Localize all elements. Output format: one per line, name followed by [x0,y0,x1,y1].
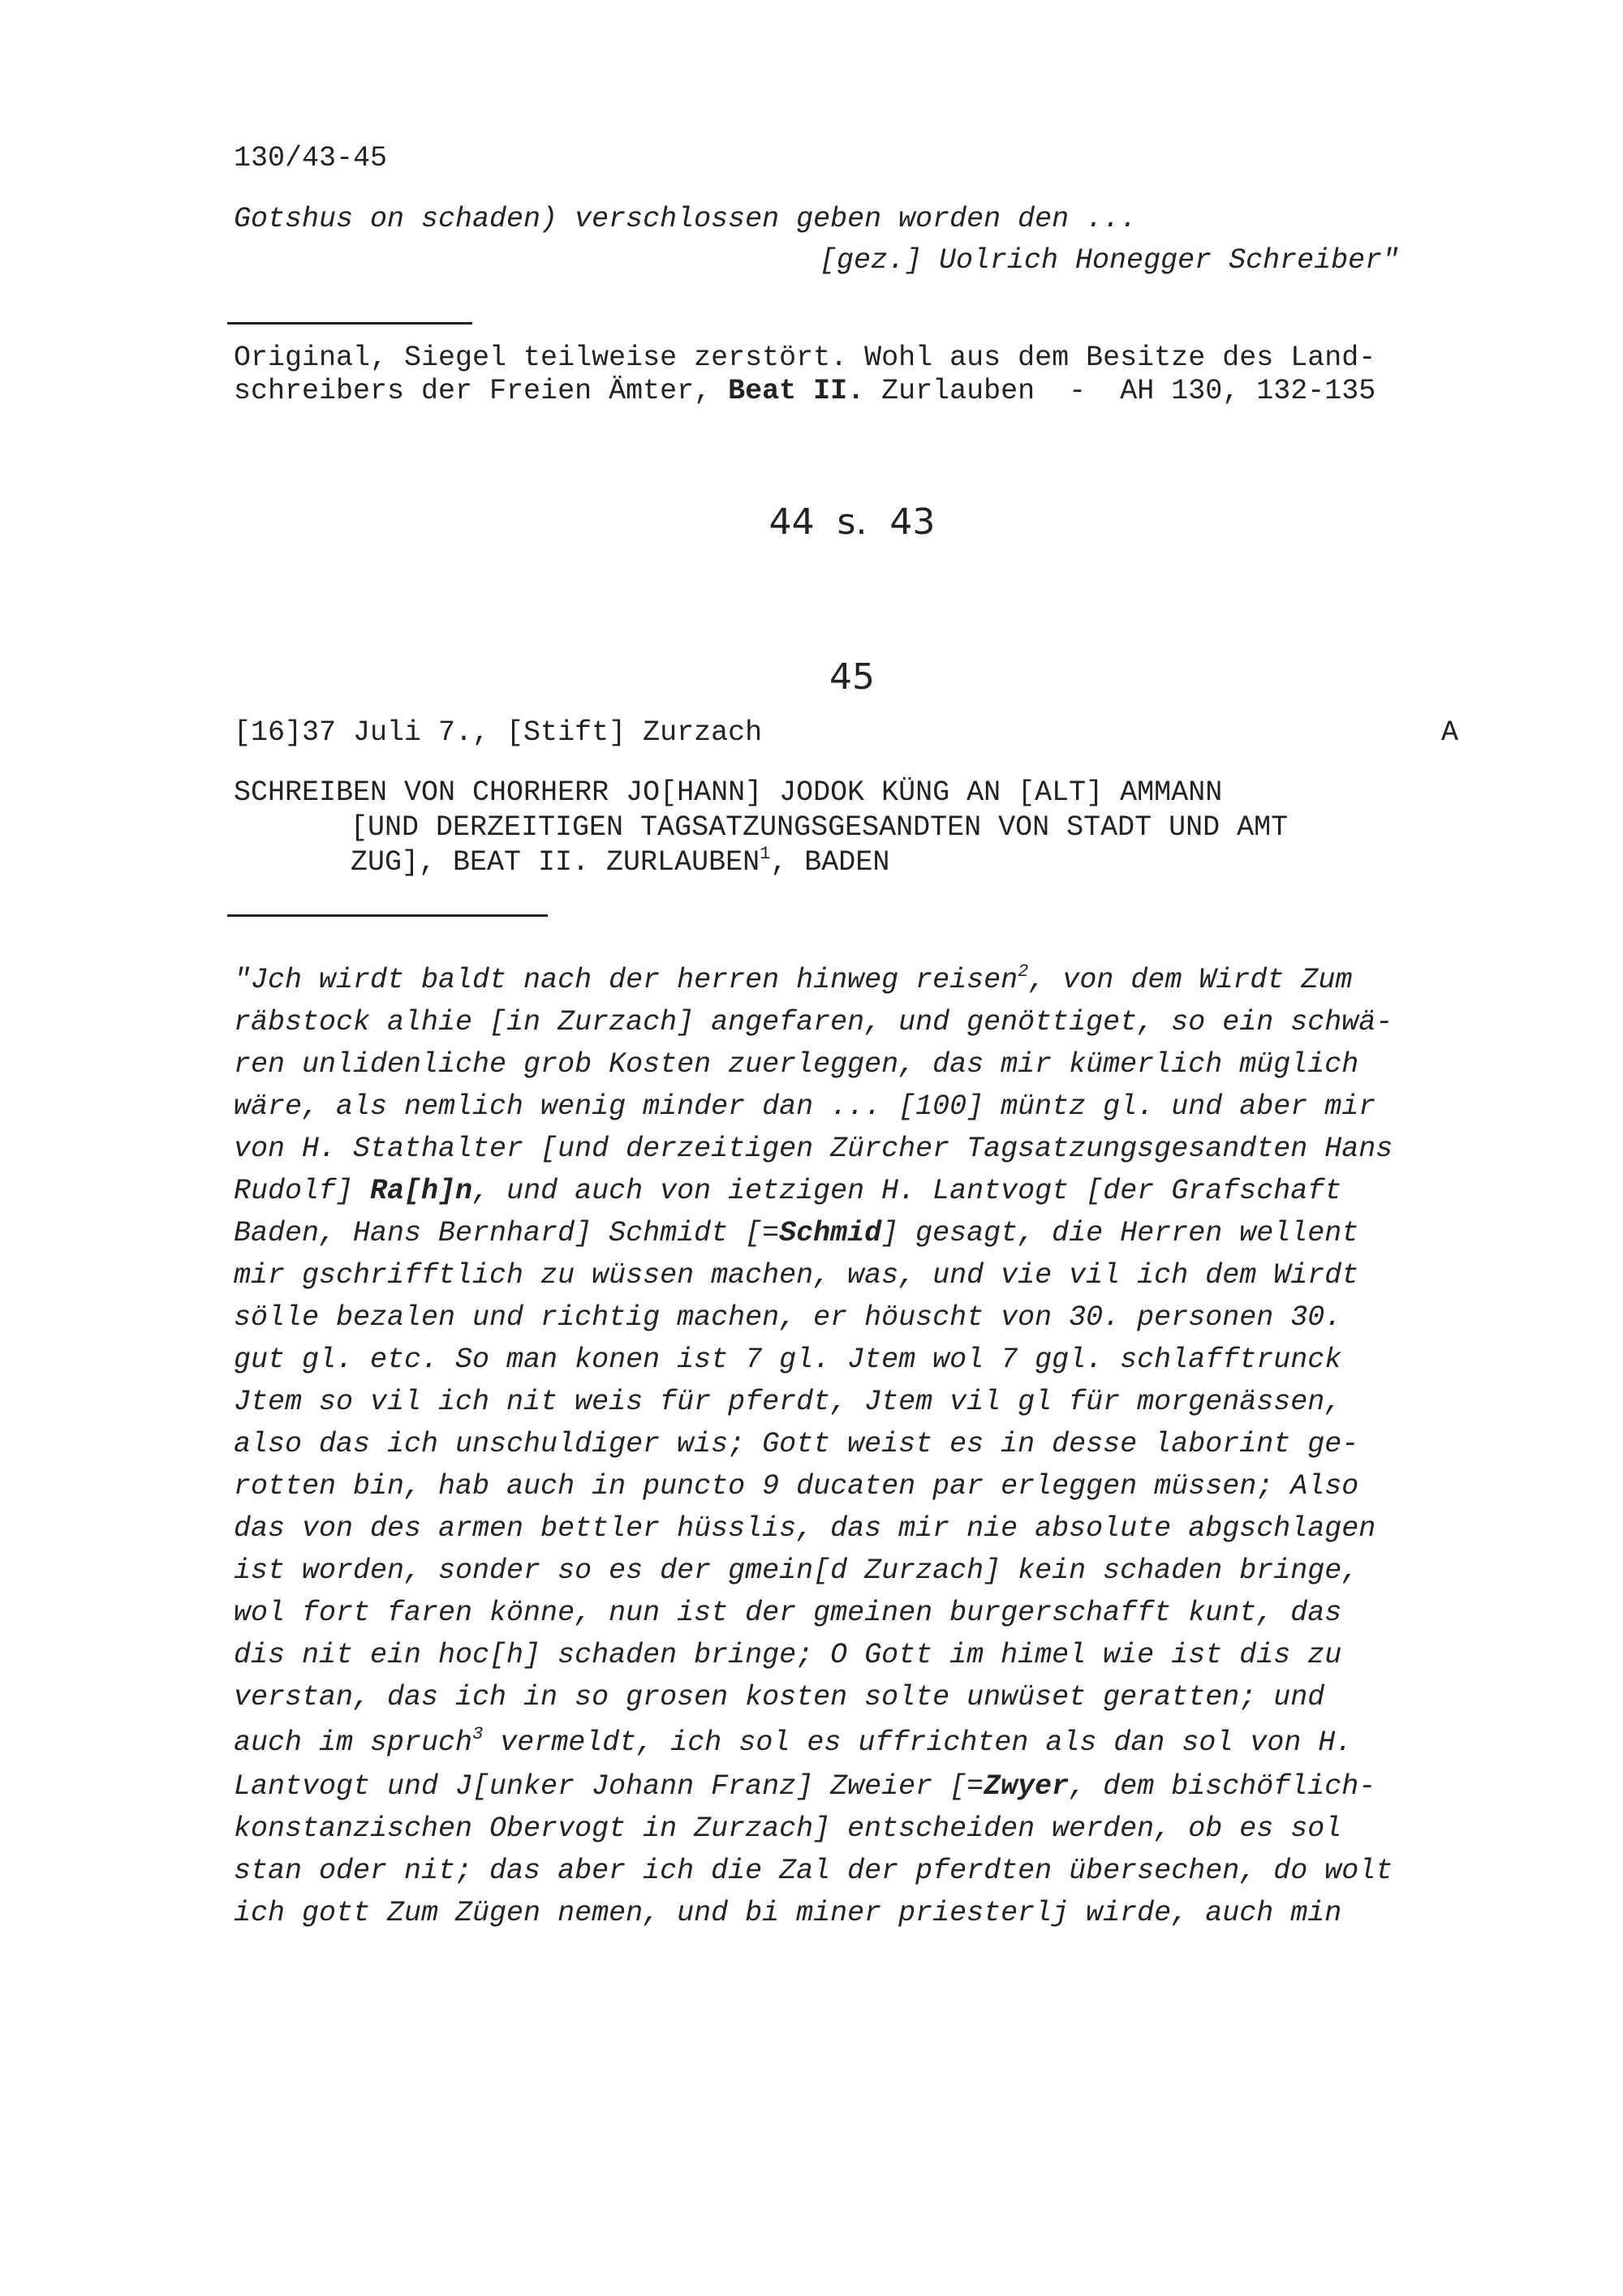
body-line: wol fort faren könne, nun ist der gmeinen burgerschafft kunt, das [234,1597,1342,1629]
footnote-rule [227,322,472,325]
footnote-marker: 1 [760,844,771,864]
document-title-text: ZUG], BEAT II. ZURLAUBEN [351,846,760,879]
body-line: räbstock alhie [in Zurzach] angefaren, und genöttiget, so ein schwä- [234,1006,1393,1038]
body-text: vermeldt, ich sol es uffrichten als dan sol von H. [483,1726,1353,1759]
body-line [234,961,1353,996]
body-line: rotten bin, hab auch in puncto 9 ducaten par erleggen müssen; Also [234,1470,1359,1503]
document-title-line: SCHREIBEN VON CHORHERR JO[HANN] JODOK KÜNG AN [ALT] AMMANN [234,776,1223,809]
body-line: ich gott Zum Zügen nemen, und bi miner priesterlj wirde, auch min [234,1897,1342,1929]
body-line: stan oder nit; das aber ich die Zal der pferdten übersechen, do wolt [234,1855,1393,1887]
body-line [234,1219,1358,1248]
body-line: sölle bezalen und richtig machen, er höuscht von 30. personen 30. [234,1301,1342,1334]
document-title-line: [UND DERZEITIGEN TAGSATZUNGSGESANDTEN VON STADT UND AMT [351,811,1289,844]
body-line: ist worden, sonder so es der gmein[d Zurzach] kein schaden bringe, [234,1554,1359,1587]
source-note-text: schreibers der Freien Ämter, [234,375,729,407]
body-line: Jtem so vil ich nit weis für pferdt, Jtem vil gl für morgenässen, [234,1386,1342,1418]
body-line [234,1177,1341,1206]
page-reference: 130/43-45 [234,142,388,174]
body-line [234,1770,1376,1803]
body-name: Zwyer [984,1770,1070,1803]
body-text: auch im spruch [234,1726,473,1759]
body-text: , dem bischöflich- [1069,1770,1376,1803]
footnote-marker: 3 [472,1724,484,1744]
crossref-heading: 44 s. 43 [768,501,936,543]
previous-document-text: Gotshus on schaden) verschlossen geben worden den ... [234,203,1138,235]
body-name: Schmid [779,1217,882,1249]
body-line: also das ich unschuldiger wis; Gott weist es in desse laborint ge- [234,1428,1359,1460]
body-line: mir gschrifftlich zu wüssen machen, was, und vie vil ich dem Wirdt [234,1259,1359,1292]
source-note-line: Original, Siegel teilweise zerstört. Wohl aus dem Besitze des Land- [234,342,1376,374]
previous-document-signature: [gez.] Uolrich Honegger Schreiber" [820,244,1400,277]
body-text: , von dem Wirdt Zum [1028,964,1353,996]
document-title-text: , BADEN [770,846,890,879]
body-line: dis nit ein hoc[h] schaden bringe; O Gott im himel wie ist dis zu [234,1639,1342,1671]
body-line: wäre, als nemlich wenig minder dan ... [100] müntz gl. und aber mir [234,1090,1376,1123]
body-line: konstanzischen Obervogt in Zurzach] entscheiden werden, ob es sol [234,1812,1342,1845]
source-note-text: Zurlauben - AH 130, 132-135 [864,375,1376,407]
body-text: Baden, Hans Bernhard] Schmidt [= [234,1217,780,1249]
body-text: "Jch wirdt baldt nach der herren hinweg reisen [234,964,1018,996]
body-line [234,1724,1353,1759]
document-title-line [351,844,890,879]
footnote-marker: 2 [1018,961,1029,982]
source-note-line [234,377,1375,406]
body-name: Ra[h]n [370,1175,473,1207]
document-date: [16]37 Juli 7., [Stift] Zurzach [234,716,763,749]
body-line: ren unlidenliche grob Kosten zuerleggen, das mir kümerlich müglich [234,1048,1359,1081]
body-line: gut gl. etc. So man konen ist 7 gl. Jtem wol 7 ggl. schlafftrunck [234,1344,1342,1376]
title-rule [227,914,548,917]
body-text: Lantvogt und J[unker Johann Franz] Zweier [= [234,1770,984,1803]
document-mark: A [1441,716,1459,749]
body-line: von H. Stathalter [und derzeitigen Zürcher Tagsatzungsgesandten Hans [234,1133,1393,1165]
source-note-name: Beat II. [728,375,865,407]
body-line: das von des armen bettler hüsslis, das mir nie absolute abgschlagen [234,1512,1376,1545]
body-text: ] gesagt, die Herren wellent [881,1217,1359,1249]
body-line: verstan, das ich in so grosen kosten solte unwüset geratten; und [234,1681,1325,1713]
body-text: , und auch von ietzigen H. Lantvogt [der Grafschaft [472,1175,1342,1207]
body-text: Rudolf] [234,1175,371,1207]
document-number: 45 [829,656,875,698]
